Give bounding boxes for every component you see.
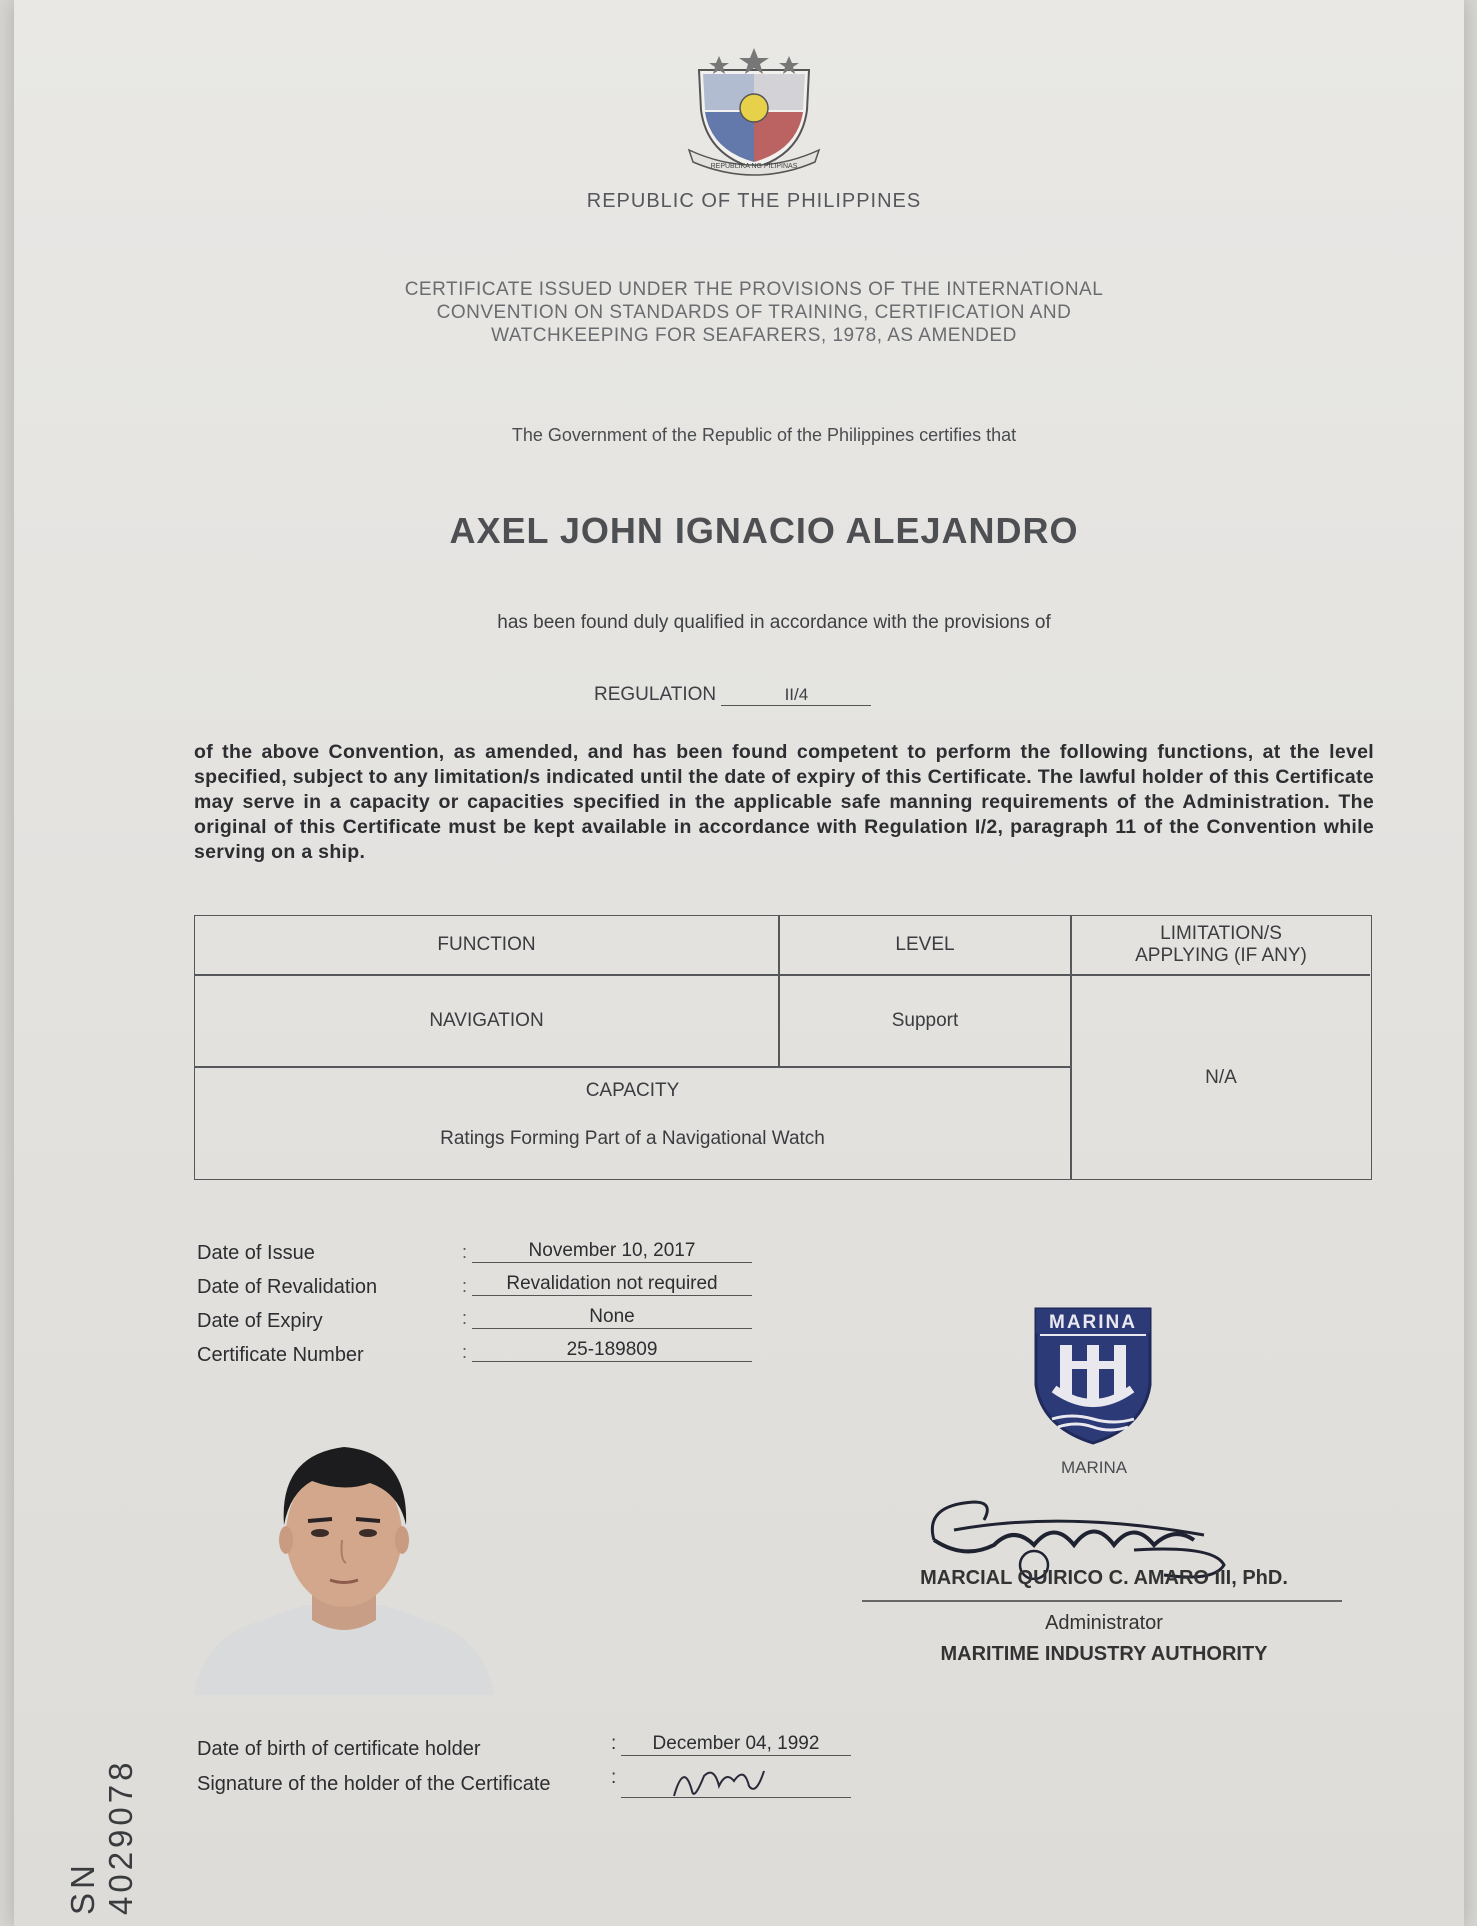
- stcw-line: CONVENTION ON STANDARDS OF TRAINING, CERTIFICATION AND: [436, 302, 1072, 323]
- seal-text: REPUBLIKA NG PILIPINAS: [710, 163, 798, 170]
- marina-logo-text: MARINA: [1049, 1312, 1137, 1333]
- limitation-header: [1072, 916, 1370, 974]
- regulation-label: REGULATION: [594, 684, 717, 705]
- colon: :: [462, 1342, 468, 1362]
- colon: :: [462, 1308, 468, 1328]
- body-text: of the above Convention, as amended, and has been found competent to perform the following functions, at the level specified, subject to any limitation/s indicated until the date of expiry of this Certificate. The lawful holder of this Certificate may serve in a capacity or capacities specified in the applicable safe manning requirements of the Administration. The original of this Certificate must be kept available in accordance with Regulation I/2, paragraph 11 of the Convention while serving on a ship.: [194, 741, 1374, 863]
- limitation-value: N/A: [1205, 1066, 1237, 1088]
- serial-number: SN 4029078: [64, 1758, 139, 1915]
- colon: :: [611, 1733, 617, 1754]
- administrator-title: Administrator: [1045, 1612, 1163, 1634]
- capacity-header: CAPACITY: [585, 1080, 680, 1101]
- certificate-number-label: Certificate Number: [197, 1344, 364, 1366]
- marina-logo-icon: [1032, 1305, 1154, 1447]
- date-of-expiry-value: None: [472, 1306, 752, 1329]
- capacity-value: Ratings Forming Part of a Navigational Watch: [440, 1128, 825, 1149]
- level-value: Support: [891, 1010, 959, 1031]
- colon: :: [611, 1767, 617, 1788]
- administrator-org: MARITIME INDUSTRY AUTHORITY: [940, 1643, 1268, 1665]
- colon: :: [462, 1276, 468, 1296]
- holder-photo: [194, 1415, 494, 1695]
- administrator-name: MARCIAL QUIRICO C. AMARO III, PhD.: [920, 1567, 1288, 1589]
- republic-heading: REPUBLIC OF THE PHILIPPINES: [586, 190, 922, 212]
- function-value: NAVIGATION: [429, 1010, 544, 1031]
- regulation-value: II/4: [721, 685, 871, 706]
- date-of-revalidation-value: Revalidation not required: [472, 1273, 752, 1296]
- dob-value: December 04, 1992: [621, 1733, 851, 1756]
- dob-label: Date of birth of certificate holder: [197, 1738, 481, 1760]
- certifies-text: The Government of the Republic of the Philippines certifies that: [511, 425, 1017, 445]
- stcw-line: WATCHKEEPING FOR SEAFARERS, 1978, AS AMENDED: [491, 325, 1017, 346]
- marina-caption: MARINA: [1060, 1458, 1128, 1477]
- level-header: LEVEL: [895, 934, 955, 955]
- limitation-header-line1: LIMITATION/S: [1160, 923, 1282, 944]
- holder-signature-label: Signature of the holder of the Certificate: [197, 1773, 551, 1795]
- stcw-line: CERTIFICATE ISSUED UNDER THE PROVISIONS OF THE INTERNATIONAL: [404, 279, 1104, 300]
- date-of-issue-label: Date of Issue: [197, 1242, 315, 1264]
- limitation-header-line2: APPLYING (IF ANY): [1135, 945, 1307, 966]
- signature-line: [862, 1600, 1342, 1602]
- date-of-revalidation-label: Date of Revalidation: [197, 1276, 378, 1298]
- function-table: [194, 915, 1372, 1180]
- holder-signature: [664, 1756, 774, 1806]
- date-of-expiry-label: Date of Expiry: [197, 1310, 323, 1332]
- philippine-seal-icon: [679, 40, 829, 176]
- regulation-row: [594, 684, 1014, 706]
- certificate-number-value: 25-189809: [472, 1339, 752, 1362]
- colon: :: [462, 1242, 468, 1262]
- holder-name: AXEL JOHN IGNACIO ALEJANDRO: [449, 510, 1079, 551]
- qualified-text: has been found duly qualified in accordance with the provisions of: [497, 612, 1051, 633]
- date-of-issue-value: November 10, 2017: [472, 1240, 752, 1263]
- function-header: FUNCTION: [437, 934, 536, 955]
- stcw-heading: [344, 278, 1164, 347]
- certificate-page: [14, 0, 1464, 1926]
